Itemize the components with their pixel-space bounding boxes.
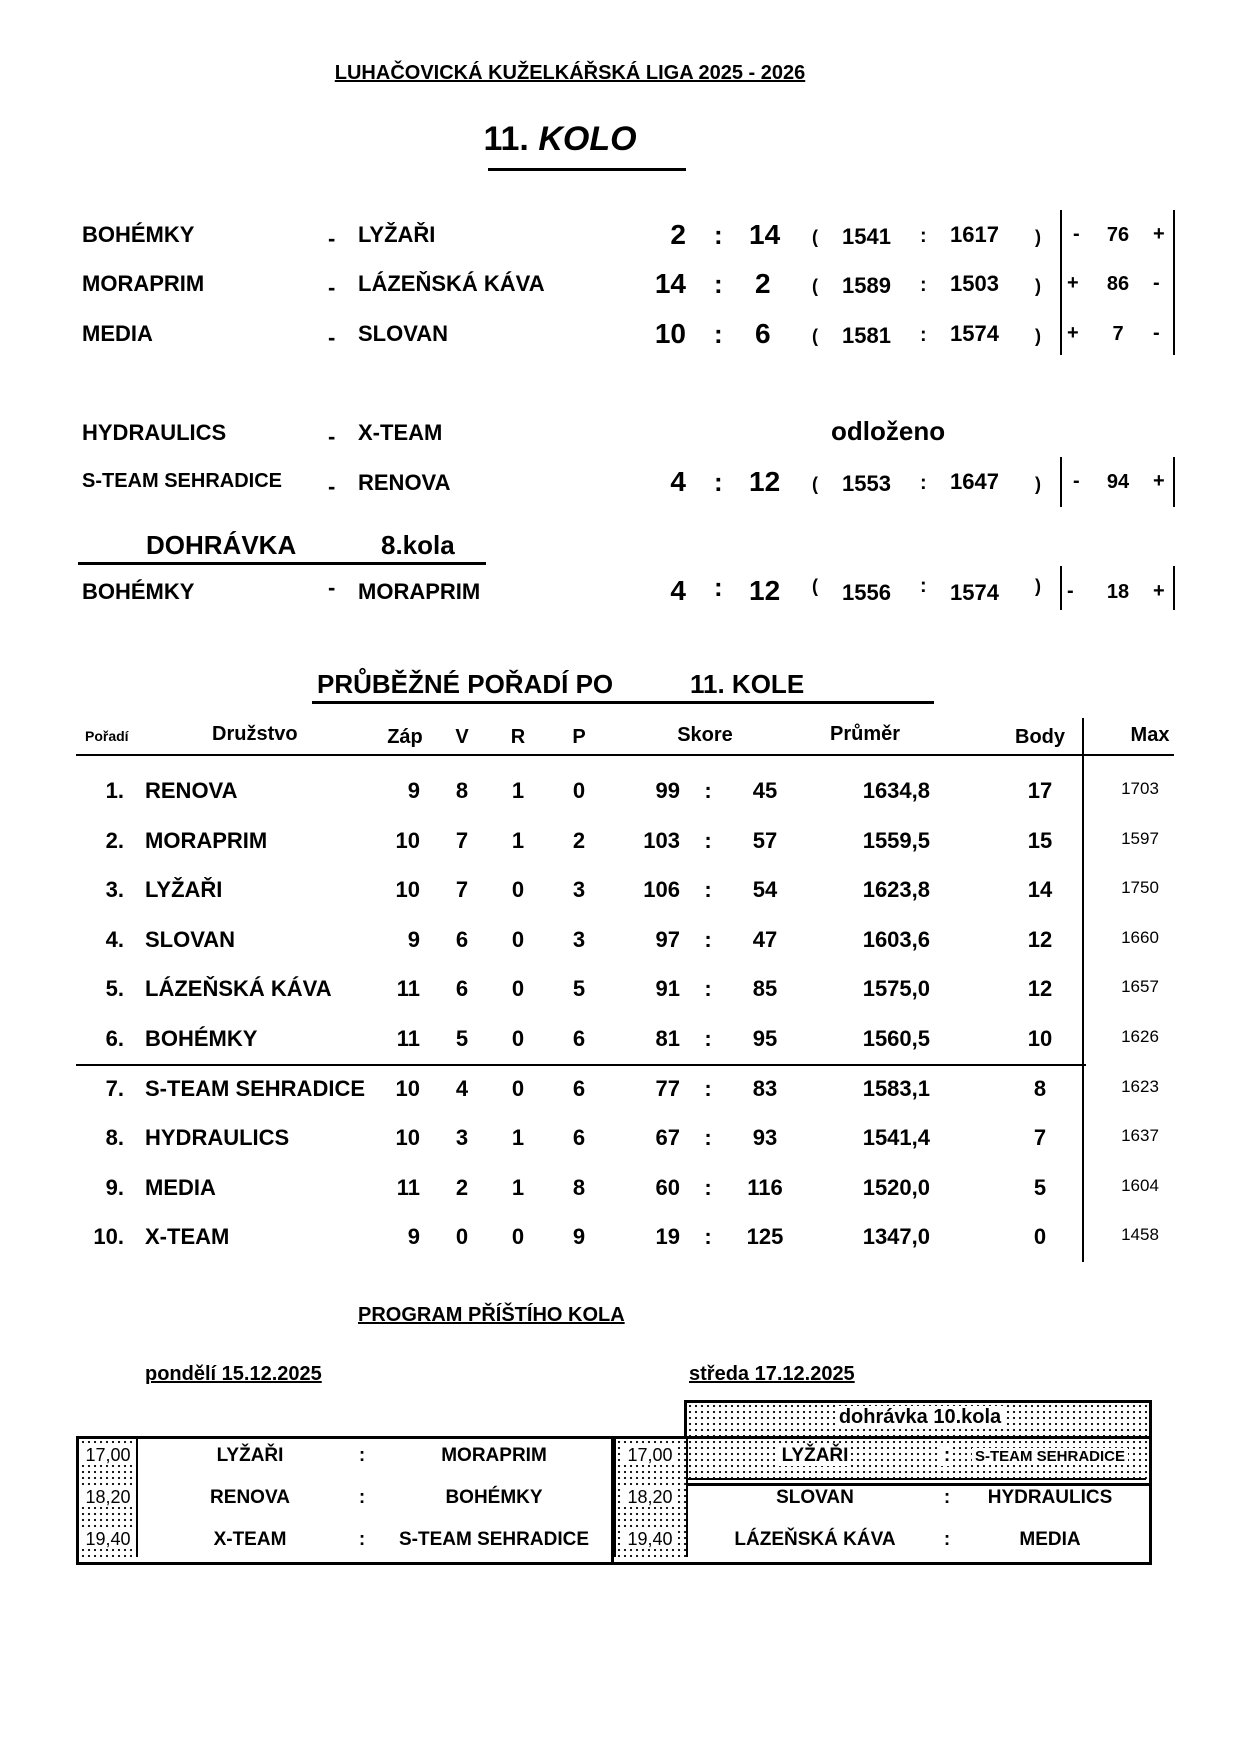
row-average: 1575,0 <box>862 976 930 1002</box>
game-home-text: LYŽAŘI <box>216 1445 284 1466</box>
row-rank: 8. <box>105 1125 124 1151</box>
row-average: 1559,5 <box>862 827 930 853</box>
row-points: 15 <box>1027 827 1053 853</box>
row-played: 11 <box>396 976 420 1002</box>
game-home-text: RENOVA <box>210 1487 290 1508</box>
row-team: X-TEAM <box>145 1224 230 1250</box>
replay-underline <box>78 562 486 565</box>
day2-note: dohrávka 10.kola <box>800 1406 1040 1429</box>
row-average: 1583,1 <box>862 1075 930 1101</box>
game-time-text: 17,00 <box>82 1445 133 1465</box>
match-score-away: 2 <box>755 268 771 299</box>
day1-date: pondělí 15.12.2025 <box>145 1363 322 1385</box>
game-time <box>80 1529 136 1550</box>
row-rank: 7. <box>105 1075 124 1101</box>
row-draw: 1 <box>511 827 525 853</box>
match-away: LYŽAŘI <box>358 222 436 247</box>
col-header-points: Body <box>1015 726 1065 748</box>
day2-date: středa 17.12.2025 <box>689 1363 855 1385</box>
row-score-colon: : <box>704 926 712 952</box>
match-score-colon: : <box>714 467 723 497</box>
row-max: 1597 <box>1121 828 1159 848</box>
col-header-draw: R <box>510 726 526 748</box>
game-away-text: HYDRAULICS <box>987 1487 1113 1508</box>
row-lost: 3 <box>572 926 586 952</box>
row-average: 1347,0 <box>862 1224 930 1250</box>
match-diff-sign-left: + <box>1067 272 1079 294</box>
row-played: 9 <box>407 778 420 803</box>
row-points: 8 <box>1033 1075 1047 1101</box>
match-score-home: 4 <box>670 466 686 497</box>
game-away <box>955 1529 1145 1551</box>
standings-divider-line <box>76 1064 1086 1066</box>
game-time-text: 19,40 <box>624 1529 675 1549</box>
match-pins-rparen: ) <box>1035 474 1041 494</box>
match-dash: - <box>328 226 336 251</box>
match-score-away: 14 <box>749 219 781 250</box>
standings-title: PRŮBĚŽNÉ POŘADÍ PO <box>317 669 614 699</box>
match-diff: 76 <box>1106 224 1130 246</box>
match-diff: 18 <box>1106 581 1130 603</box>
row-score-for: 67 <box>655 1125 680 1151</box>
match-pins-rparen: ) <box>1035 276 1041 296</box>
row-average: 1603,6 <box>862 926 930 952</box>
col-header-played: Záp <box>387 726 423 748</box>
match-pins-home: 1556 <box>842 580 891 605</box>
row-points: 12 <box>1027 976 1053 1002</box>
game-home <box>690 1529 940 1551</box>
row-won: 5 <box>455 1026 469 1051</box>
game-away <box>955 1487 1145 1509</box>
row-max: 1657 <box>1121 977 1159 997</box>
row-average: 1541,4 <box>862 1125 930 1151</box>
row-score-against: 93 <box>752 1125 778 1151</box>
match-diff-sign-left: + <box>1067 322 1079 344</box>
row-points: 5 <box>1033 1174 1047 1200</box>
game-away-text: S-TEAM SEHRADICE <box>398 1529 589 1550</box>
match-away: RENOVA <box>358 470 451 495</box>
row-max: 1750 <box>1121 878 1159 898</box>
game-home-text: X-TEAM <box>213 1529 287 1550</box>
game-separator <box>940 1445 954 1467</box>
league-title: LUHAČOVICKÁ KUŽELKÁŘSKÁ LIGA 2025 - 2026 <box>334 62 806 84</box>
row-score-colon: : <box>704 1224 712 1250</box>
game-away <box>380 1445 608 1467</box>
match-score-away: 12 <box>749 575 781 606</box>
match-score-home: 10 <box>654 318 686 349</box>
row-rank: 9. <box>105 1174 124 1200</box>
row-score-colon: : <box>704 976 712 1002</box>
row-lost: 3 <box>572 877 586 903</box>
row-rank: 4. <box>105 926 124 952</box>
row-lost: 6 <box>572 1075 586 1101</box>
match-score-colon: : <box>714 319 723 349</box>
row-won: 0 <box>455 1224 469 1250</box>
diff-separator-right <box>1173 210 1175 355</box>
row-lost: 0 <box>572 778 586 803</box>
game-away <box>955 1448 1145 1465</box>
row-points: 0 <box>1033 1224 1047 1250</box>
row-team: MEDIA <box>145 1174 216 1200</box>
row-score-colon: : <box>704 1026 712 1051</box>
row-score-against: 95 <box>752 1026 778 1051</box>
row-max: 1626 <box>1121 1027 1159 1046</box>
row-played: 9 <box>407 926 420 952</box>
row-team: LÁZEŇSKÁ KÁVA <box>145 976 332 1002</box>
row-average: 1634,8 <box>862 778 930 803</box>
row-draw: 1 <box>511 1174 525 1200</box>
row-score-for: 77 <box>655 1075 680 1101</box>
row-rank: 1. <box>105 778 124 803</box>
match-home: HYDRAULICS <box>82 420 227 445</box>
row-max: 1703 <box>1121 779 1159 798</box>
row-max: 1604 <box>1121 1175 1159 1195</box>
match-pins-rparen: ) <box>1035 227 1041 247</box>
game-home-text: LÁZEŇSKÁ KÁVA <box>734 1529 896 1550</box>
row-team: RENOVA <box>145 778 238 803</box>
match-pins-rparen: ) <box>1035 326 1041 346</box>
match-dash: - <box>328 474 336 499</box>
game-time <box>616 1445 684 1466</box>
row-played: 10 <box>395 827 420 853</box>
game-away <box>380 1487 608 1509</box>
match-diff-sign-left: - <box>1073 223 1080 245</box>
row-max: 1637 <box>1121 1126 1159 1146</box>
row-score-against: 85 <box>752 976 778 1002</box>
row-won: 2 <box>455 1174 469 1200</box>
row-draw: 0 <box>511 1224 525 1250</box>
row-lost: 9 <box>572 1224 586 1250</box>
row-average: 1560,5 <box>862 1026 930 1051</box>
program-title: PROGRAM PŘÍŠTÍHO KOLA <box>358 1304 625 1326</box>
row-score-for: 99 <box>655 778 680 803</box>
row-played: 11 <box>396 1174 420 1200</box>
match-pins-away: 1617 <box>950 222 999 247</box>
match-pins-lparen: ( <box>812 276 818 296</box>
game-time-text: 17,00 <box>624 1445 675 1465</box>
match-pins-lparen: ( <box>812 227 818 247</box>
col-header-won: V <box>455 726 469 748</box>
match-pins-home: 1581 <box>842 323 891 348</box>
game-time <box>616 1487 684 1508</box>
match-diff-sign-right: - <box>1153 272 1160 294</box>
game-separator <box>355 1529 369 1551</box>
round-word: KOLO <box>538 120 637 158</box>
col-header-team: Družstvo <box>212 723 298 745</box>
match-diff: 7 <box>1112 323 1124 345</box>
match-diff: 94 <box>1106 471 1130 493</box>
row-score-for: 91 <box>655 976 680 1002</box>
row-rank: 6. <box>105 1026 124 1051</box>
diff-separator-right <box>1173 457 1175 507</box>
game-home <box>690 1487 940 1509</box>
game-separator <box>940 1487 954 1509</box>
game-separator-text: : <box>358 1529 366 1550</box>
row-team: BOHÉMKY <box>145 1026 258 1051</box>
match-diff-sign-right: + <box>1153 470 1165 492</box>
row-team: SLOVAN <box>145 926 236 952</box>
standings-title-underline <box>312 701 934 704</box>
match-home: BOHÉMKY <box>82 579 195 604</box>
row-rank: 3. <box>105 877 124 903</box>
col-header-max: Max <box>1130 724 1170 746</box>
match-away: LÁZEŇSKÁ KÁVA <box>358 271 545 296</box>
row-max: 1623 <box>1121 1076 1159 1096</box>
row-score-against: 47 <box>752 926 778 952</box>
row-lost: 6 <box>572 1125 586 1151</box>
match-pins-lparen: ( <box>812 474 818 494</box>
row-points: 17 <box>1027 778 1053 803</box>
game-separator <box>940 1529 954 1551</box>
diff-separator-left <box>1060 457 1062 507</box>
match-score-home: 2 <box>670 219 686 250</box>
row-draw: 1 <box>511 1125 525 1151</box>
row-team: MORAPRIM <box>145 827 268 853</box>
match-pins-home: 1589 <box>842 273 891 298</box>
match-pins-away: 1574 <box>950 321 999 346</box>
row-rank: 10. <box>93 1224 124 1250</box>
game-separator <box>355 1487 369 1509</box>
game-home-text: LYŽAŘI <box>779 1445 852 1466</box>
col-header-rank: Pořadí <box>85 728 129 744</box>
match-pins-home: 1541 <box>842 224 891 249</box>
row-lost: 6 <box>572 1026 586 1051</box>
match-pins-colon: : <box>920 472 927 494</box>
row-lost: 8 <box>572 1174 586 1200</box>
row-won: 6 <box>455 926 469 952</box>
game-time <box>80 1445 136 1466</box>
match-home: MEDIA <box>82 321 153 346</box>
game-away-text: MORAPRIM <box>441 1445 547 1466</box>
row-score-against: 116 <box>747 1174 783 1200</box>
game-separator-text: : <box>358 1487 366 1508</box>
match-away: X-TEAM <box>358 420 443 445</box>
row-draw: 0 <box>511 1075 525 1101</box>
row-team: S-TEAM SEHRADICE <box>145 1075 366 1101</box>
game-time-text: 18,20 <box>82 1487 133 1507</box>
match-home: S-TEAM SEHRADICE <box>82 470 283 492</box>
row-points: 12 <box>1027 926 1053 952</box>
game-home <box>690 1445 940 1467</box>
game-separator-text: : <box>943 1487 951 1508</box>
match-away: SLOVAN <box>358 321 449 346</box>
match-pins-colon: : <box>920 324 927 346</box>
game-away-text: S-TEAM SEHRADICE <box>972 1448 1128 1465</box>
row-score-against: 45 <box>752 778 778 803</box>
match-pins-lparen: ( <box>812 326 818 346</box>
round-number: 11. <box>483 120 529 158</box>
row-won: 7 <box>455 827 469 853</box>
game-away <box>380 1529 608 1551</box>
match-pins-away: 1647 <box>950 469 999 494</box>
row-score-for: 19 <box>655 1224 680 1250</box>
row-team: HYDRAULICS <box>145 1125 290 1151</box>
game-home <box>140 1487 360 1509</box>
game-time-text: 18,20 <box>624 1487 675 1507</box>
match-score-home: 14 <box>654 268 686 299</box>
row-played: 9 <box>407 1224 420 1250</box>
game-separator-text: : <box>358 1445 366 1466</box>
row-score-against: 125 <box>746 1224 784 1250</box>
match-pins-colon: : <box>920 225 927 247</box>
match-pins-rparen: ) <box>1035 576 1041 596</box>
row-score-for: 106 <box>643 877 680 903</box>
round-title <box>440 120 680 159</box>
row-score-for: 103 <box>643 827 680 853</box>
row-average: 1520,0 <box>862 1174 930 1200</box>
row-rank: 2. <box>105 827 124 853</box>
match-pins-colon: : <box>920 274 927 296</box>
row-score-colon: : <box>704 1174 712 1200</box>
row-draw: 0 <box>511 976 525 1002</box>
round-title-underline <box>488 168 686 171</box>
standings-header-line <box>76 754 1174 756</box>
match-home: BOHÉMKY <box>82 222 195 247</box>
game-away-text: MEDIA <box>1019 1529 1081 1550</box>
game-time <box>616 1529 684 1550</box>
row-won: 3 <box>455 1125 469 1151</box>
row-points: 7 <box>1033 1125 1047 1151</box>
row-played: 10 <box>395 877 420 903</box>
standings-title-round: 11. KOLE <box>690 669 805 699</box>
col-header-lost: P <box>572 726 586 748</box>
match-dash: - <box>328 325 336 350</box>
match-score-colon: : <box>714 269 723 299</box>
row-max: 1660 <box>1121 927 1159 947</box>
game-time <box>80 1487 136 1508</box>
game-away-text: BOHÉMKY <box>445 1487 543 1508</box>
row-draw: 0 <box>511 1026 525 1051</box>
match-dash: - <box>328 424 336 449</box>
row-score-colon: : <box>704 827 712 853</box>
row-points: 14 <box>1027 877 1053 903</box>
row-played: 11 <box>396 1026 420 1051</box>
row-won: 6 <box>455 976 469 1002</box>
match-score-away: 12 <box>749 466 781 497</box>
row-points: 10 <box>1027 1026 1053 1051</box>
row-score-for: 81 <box>655 1026 680 1051</box>
row-won: 7 <box>455 877 469 903</box>
match-score-colon: : <box>714 572 723 602</box>
match-pins-away: 1503 <box>950 271 999 296</box>
game-separator <box>355 1445 369 1467</box>
game-home-text: SLOVAN <box>776 1487 854 1508</box>
diff-separator-left <box>1060 210 1062 355</box>
row-score-for: 97 <box>655 926 680 952</box>
game-home <box>140 1529 360 1551</box>
postponed-status: odloženo <box>831 416 946 446</box>
row-played: 10 <box>395 1125 420 1151</box>
day2-note-line <box>686 1478 1146 1480</box>
row-draw: 1 <box>511 778 525 803</box>
row-draw: 0 <box>511 926 525 952</box>
row-score-colon: : <box>704 778 712 803</box>
row-played: 10 <box>395 1075 420 1101</box>
replay-round: 8.kola <box>381 530 455 560</box>
row-team: LYŽAŘI <box>145 877 223 903</box>
row-lost: 5 <box>572 976 586 1002</box>
row-score-against: 57 <box>752 827 778 853</box>
match-pins-colon: : <box>920 575 927 597</box>
game-time-text: 19,40 <box>82 1529 133 1549</box>
match-home: MORAPRIM <box>82 271 205 296</box>
row-score-against: 54 <box>752 877 778 903</box>
row-lost: 2 <box>572 827 586 853</box>
match-score-colon: : <box>714 220 723 250</box>
row-won: 8 <box>455 778 469 803</box>
diff-separator-left <box>1060 566 1062 610</box>
game-separator-text: : <box>943 1529 951 1550</box>
replay-label: DOHRÁVKA <box>146 530 297 560</box>
row-average: 1623,8 <box>862 877 930 903</box>
match-diff-sign-right: + <box>1153 223 1165 245</box>
match-score-home: 4 <box>670 575 686 606</box>
row-score-colon: : <box>704 877 712 903</box>
row-score-colon: : <box>704 1075 712 1101</box>
match-pins-lparen: ( <box>812 576 818 596</box>
row-rank: 5. <box>105 976 124 1002</box>
match-score-away: 6 <box>755 318 771 349</box>
match-diff-sign-left: - <box>1067 580 1074 602</box>
game-separator-text: : <box>941 1445 953 1466</box>
match-dash: - <box>328 575 336 600</box>
match-diff-sign-right: + <box>1153 580 1165 602</box>
max-column-separator <box>1082 718 1084 1262</box>
match-away: MORAPRIM <box>358 579 481 604</box>
row-score-colon: : <box>704 1125 712 1151</box>
row-draw: 0 <box>511 877 525 903</box>
diff-separator-right <box>1173 566 1175 610</box>
col-header-avg: Průměr <box>829 723 901 745</box>
match-pins-away: 1574 <box>950 580 999 605</box>
row-max: 1458 <box>1121 1225 1159 1245</box>
match-diff-sign-left: - <box>1073 470 1080 492</box>
game-home <box>140 1445 360 1467</box>
match-dash: - <box>328 275 336 300</box>
row-score-against: 83 <box>752 1075 778 1101</box>
match-pins-home: 1553 <box>842 471 891 496</box>
row-won: 4 <box>455 1075 469 1101</box>
col-header-score: Skore <box>677 724 733 746</box>
row-score-for: 60 <box>655 1174 680 1200</box>
match-diff: 86 <box>1106 273 1130 295</box>
match-diff-sign-right: - <box>1153 322 1160 344</box>
